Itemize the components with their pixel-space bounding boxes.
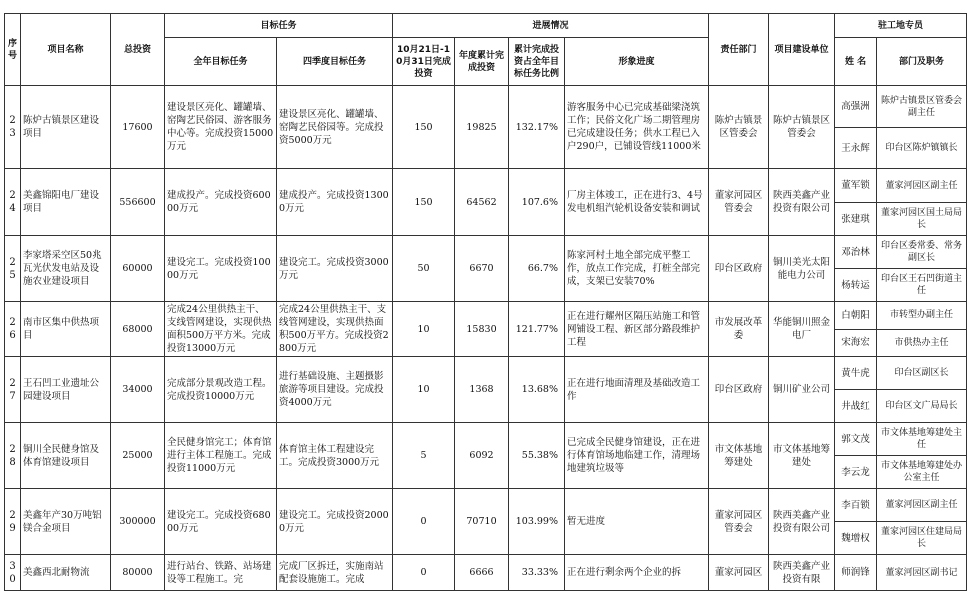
staff-name: 李云龙	[835, 456, 877, 489]
row-dept: 市文体基地筹建处	[709, 423, 769, 489]
row-unit: 市文体基地筹建处	[769, 423, 835, 489]
row-seq: 25	[5, 236, 21, 302]
row-cum: 6670	[455, 236, 509, 302]
staff-name: 邓治林	[835, 236, 877, 269]
staff-name: 高强洲	[835, 86, 877, 128]
row-name: 王石凹工业遗址公园建设项目	[21, 357, 111, 423]
table-row	[5, 489, 967, 522]
row-ratio: 33.33%	[509, 555, 565, 591]
row-progress: 暂无进度	[565, 489, 709, 555]
row-seq: 30	[5, 555, 21, 591]
row-ratio: 132.17%	[509, 86, 565, 169]
row-total: 17600	[111, 86, 165, 169]
table-row	[5, 423, 967, 456]
row-period: 150	[393, 86, 455, 169]
row-period: 150	[393, 169, 455, 236]
row-cum: 70710	[455, 489, 509, 555]
row-ratio: 121.77%	[509, 302, 565, 357]
staff-name: 张建琪	[835, 203, 877, 236]
staff-name: 宋海宏	[835, 329, 877, 357]
row-progress: 游客服务中心已完成基础梁浇筑工作；民俗文化广场二期管理房已完成建设任务；供水工程已入户290户，已铺设管线11000米	[565, 86, 709, 169]
row-dept: 市发展改革委	[709, 302, 769, 357]
row-unit: 铜川矿业公司	[769, 357, 835, 423]
row-q4: 体育馆主体工程建设完工。完成投资3000万元	[277, 423, 393, 489]
table-row	[5, 302, 967, 330]
project-progress-table	[4, 13, 967, 591]
header-build-unit: 项目建设单位	[769, 14, 835, 86]
row-total: 300000	[111, 489, 165, 555]
staff-name: 李百锁	[835, 489, 877, 522]
staff-post: 陈炉古镇景区管委会副主任	[877, 86, 967, 128]
row-seq: 28	[5, 423, 21, 489]
row-annual: 完成24公里供热主干、支线管网建设，实现供热面积500万平方米。完成投资13000万元	[165, 302, 277, 357]
row-annual: 完成部分景观改造工程。完成投资10000万元	[165, 357, 277, 423]
row-name: 美鑫年产30万吨铝镁合金项目	[21, 489, 111, 555]
row-ratio: 55.38%	[509, 423, 565, 489]
row-seq: 26	[5, 302, 21, 357]
row-q4: 完成24公里供热主干、支线管网建设，实现供热面积500万平方。完成投资2800万元	[277, 302, 393, 357]
row-name: 李家塔采空区50兆瓦光伏发电站及设施农业建设项目	[21, 236, 111, 302]
header-period-invest: 10月21日-10月31日完成投资	[393, 38, 455, 86]
staff-post: 市供热办主任	[877, 329, 967, 357]
row-dept: 陈炉古镇景区管委会	[709, 86, 769, 169]
header-staff-dept: 部门及职务	[877, 38, 967, 86]
header-staff-name: 姓 名	[835, 38, 877, 86]
row-cum: 6666	[455, 555, 509, 591]
staff-post: 市文体基地筹建处主任	[877, 423, 967, 456]
row-annual: 进行站台、铁路、站场建设等工程施工。完	[165, 555, 277, 591]
staff-post: 印台区陈炉镇镇长	[877, 128, 967, 169]
staff-post: 印台区王石凹街道主任	[877, 269, 967, 302]
staff-post: 印台区委常委、常务副区长	[877, 236, 967, 269]
row-ratio: 66.7%	[509, 236, 565, 302]
row-q4: 进行基础设施、主题摄影旅游等项目建设。完成投资4000万元	[277, 357, 393, 423]
row-cum: 64562	[455, 169, 509, 236]
row-seq: 27	[5, 357, 21, 423]
staff-post: 董家河园区副书记	[877, 555, 967, 591]
header-cum-ratio: 累计完成投资占全年目标任务比例	[509, 38, 565, 86]
staff-post: 董家河园区副主任	[877, 169, 967, 203]
row-annual: 全民健身馆完工；体育馆进行主体工程施工。完成投资11000万元	[165, 423, 277, 489]
row-total: 34000	[111, 357, 165, 423]
staff-post: 董家河园区住建局局长	[877, 522, 967, 555]
row-unit: 陕西美鑫产业投资有限公司	[769, 169, 835, 236]
header-progress-group: 进展情况	[393, 14, 709, 38]
row-progress: 厂房主体竣工，正在进行3、4号发电机组汽轮机设备安装和调试	[565, 169, 709, 236]
table-row	[5, 555, 967, 591]
row-q4: 建设完工。完成投资20000万元	[277, 489, 393, 555]
staff-name: 井战红	[835, 390, 877, 423]
staff-name: 董军锁	[835, 169, 877, 203]
row-dept: 印台区政府	[709, 236, 769, 302]
staff-name: 师润锋	[835, 555, 877, 591]
row-ratio: 13.68%	[509, 357, 565, 423]
staff-post: 董家河园区副主任	[877, 489, 967, 522]
row-period: 0	[393, 555, 455, 591]
row-ratio: 103.99%	[509, 489, 565, 555]
staff-name: 王永辉	[835, 128, 877, 169]
header-annual-cum: 年度累计完成投资	[455, 38, 509, 86]
row-q4: 建成投产。完成投资13000万元	[277, 169, 393, 236]
row-dept: 董家河园区管委会	[709, 169, 769, 236]
row-annual: 建设完工。完成投资10000万元	[165, 236, 277, 302]
row-total: 25000	[111, 423, 165, 489]
row-unit: 铜川美光太阳能电力公司	[769, 236, 835, 302]
row-cum: 15830	[455, 302, 509, 357]
header-total: 总投资	[111, 14, 165, 86]
header-seq: 序号	[5, 14, 21, 86]
row-progress: 正在进行地面清理及基础改造工作	[565, 357, 709, 423]
row-progress: 已完成全民健身馆建设，正在进行体育馆场地临建工作，清理场地建筑垃圾等	[565, 423, 709, 489]
row-progress: 正在进行剩余两个企业的拆	[565, 555, 709, 591]
header-resp-dept: 责任部门	[709, 14, 769, 86]
row-q4: 完成厂区拆迁，实施南站配套设施施工。完成	[277, 555, 393, 591]
row-period: 10	[393, 302, 455, 357]
staff-post: 印台区副区长	[877, 357, 967, 390]
row-period: 0	[393, 489, 455, 555]
staff-name: 杨转运	[835, 269, 877, 302]
row-total: 68000	[111, 302, 165, 357]
row-dept: 董家河园区管委会	[709, 489, 769, 555]
row-q4: 建设景区亮化、罐罐墙、窑陶艺民俗园等。完成投资5000万元	[277, 86, 393, 169]
table-row	[5, 86, 967, 128]
row-name: 陈炉古镇景区建设项目	[21, 86, 111, 169]
header-q4-target: 四季度目标任务	[277, 38, 393, 86]
row-cum: 1368	[455, 357, 509, 423]
row-total: 80000	[111, 555, 165, 591]
table-row	[5, 357, 967, 390]
row-ratio: 107.6%	[509, 169, 565, 236]
row-progress: 陈家河村土地全部完成平整工作，放点工作完成，打桩全部完成，支架已安装70%	[565, 236, 709, 302]
row-period: 5	[393, 423, 455, 489]
row-annual: 建设景区亮化、罐罐墙、窑陶艺民俗园、游客服务中心等。完成投资15000万元	[165, 86, 277, 169]
row-period: 50	[393, 236, 455, 302]
row-name: 美鑫西北耐物流	[21, 555, 111, 591]
row-name: 铜川全民健身馆及体育馆建设项目	[21, 423, 111, 489]
header-visual-progress: 形象进度	[565, 38, 709, 86]
row-unit: 陕西美鑫产业投资有限公司	[769, 489, 835, 555]
staff-name: 白朝阳	[835, 302, 877, 330]
row-dept: 董家河园区	[709, 555, 769, 591]
staff-post: 市文体基地筹建处办公室主任	[877, 456, 967, 489]
row-name: 美鑫锦阳电厂建设项目	[21, 169, 111, 236]
row-annual: 建设完工。完成投资68000万元	[165, 489, 277, 555]
header-target-group: 目标任务	[165, 14, 393, 38]
header-name: 项目名称	[21, 14, 111, 86]
header-annual-target: 全年目标任务	[165, 38, 277, 86]
row-cum: 6092	[455, 423, 509, 489]
row-unit: 陕西美鑫产业投资有限	[769, 555, 835, 591]
row-seq: 29	[5, 489, 21, 555]
row-name: 南市区集中供热项目	[21, 302, 111, 357]
row-unit: 陈炉古镇景区管委会	[769, 86, 835, 169]
row-progress: 正在进行耀州区隔压站施工和管网铺设工程、新区部分路段维护工程	[565, 302, 709, 357]
row-period: 10	[393, 357, 455, 423]
row-dept: 印台区政府	[709, 357, 769, 423]
staff-name: 黄牛虎	[835, 357, 877, 390]
row-seq: 24	[5, 169, 21, 236]
row-total: 556600	[111, 169, 165, 236]
staff-post: 市转型办副主任	[877, 302, 967, 330]
table-row	[5, 236, 967, 269]
header-staff-group: 驻工地专员	[835, 14, 967, 38]
staff-name: 郭文茂	[835, 423, 877, 456]
row-cum: 19825	[455, 86, 509, 169]
table-row	[5, 169, 967, 203]
row-annual: 建成投产。完成投资60000万元	[165, 169, 277, 236]
row-total: 60000	[111, 236, 165, 302]
staff-post: 董家河园区国土局局长	[877, 203, 967, 236]
staff-post: 印台区文广局局长	[877, 390, 967, 423]
row-unit: 华能铜川照金电厂	[769, 302, 835, 357]
row-q4: 建设完工。完成投资3000万元	[277, 236, 393, 302]
row-seq: 23	[5, 86, 21, 169]
staff-name: 魏增权	[835, 522, 877, 555]
